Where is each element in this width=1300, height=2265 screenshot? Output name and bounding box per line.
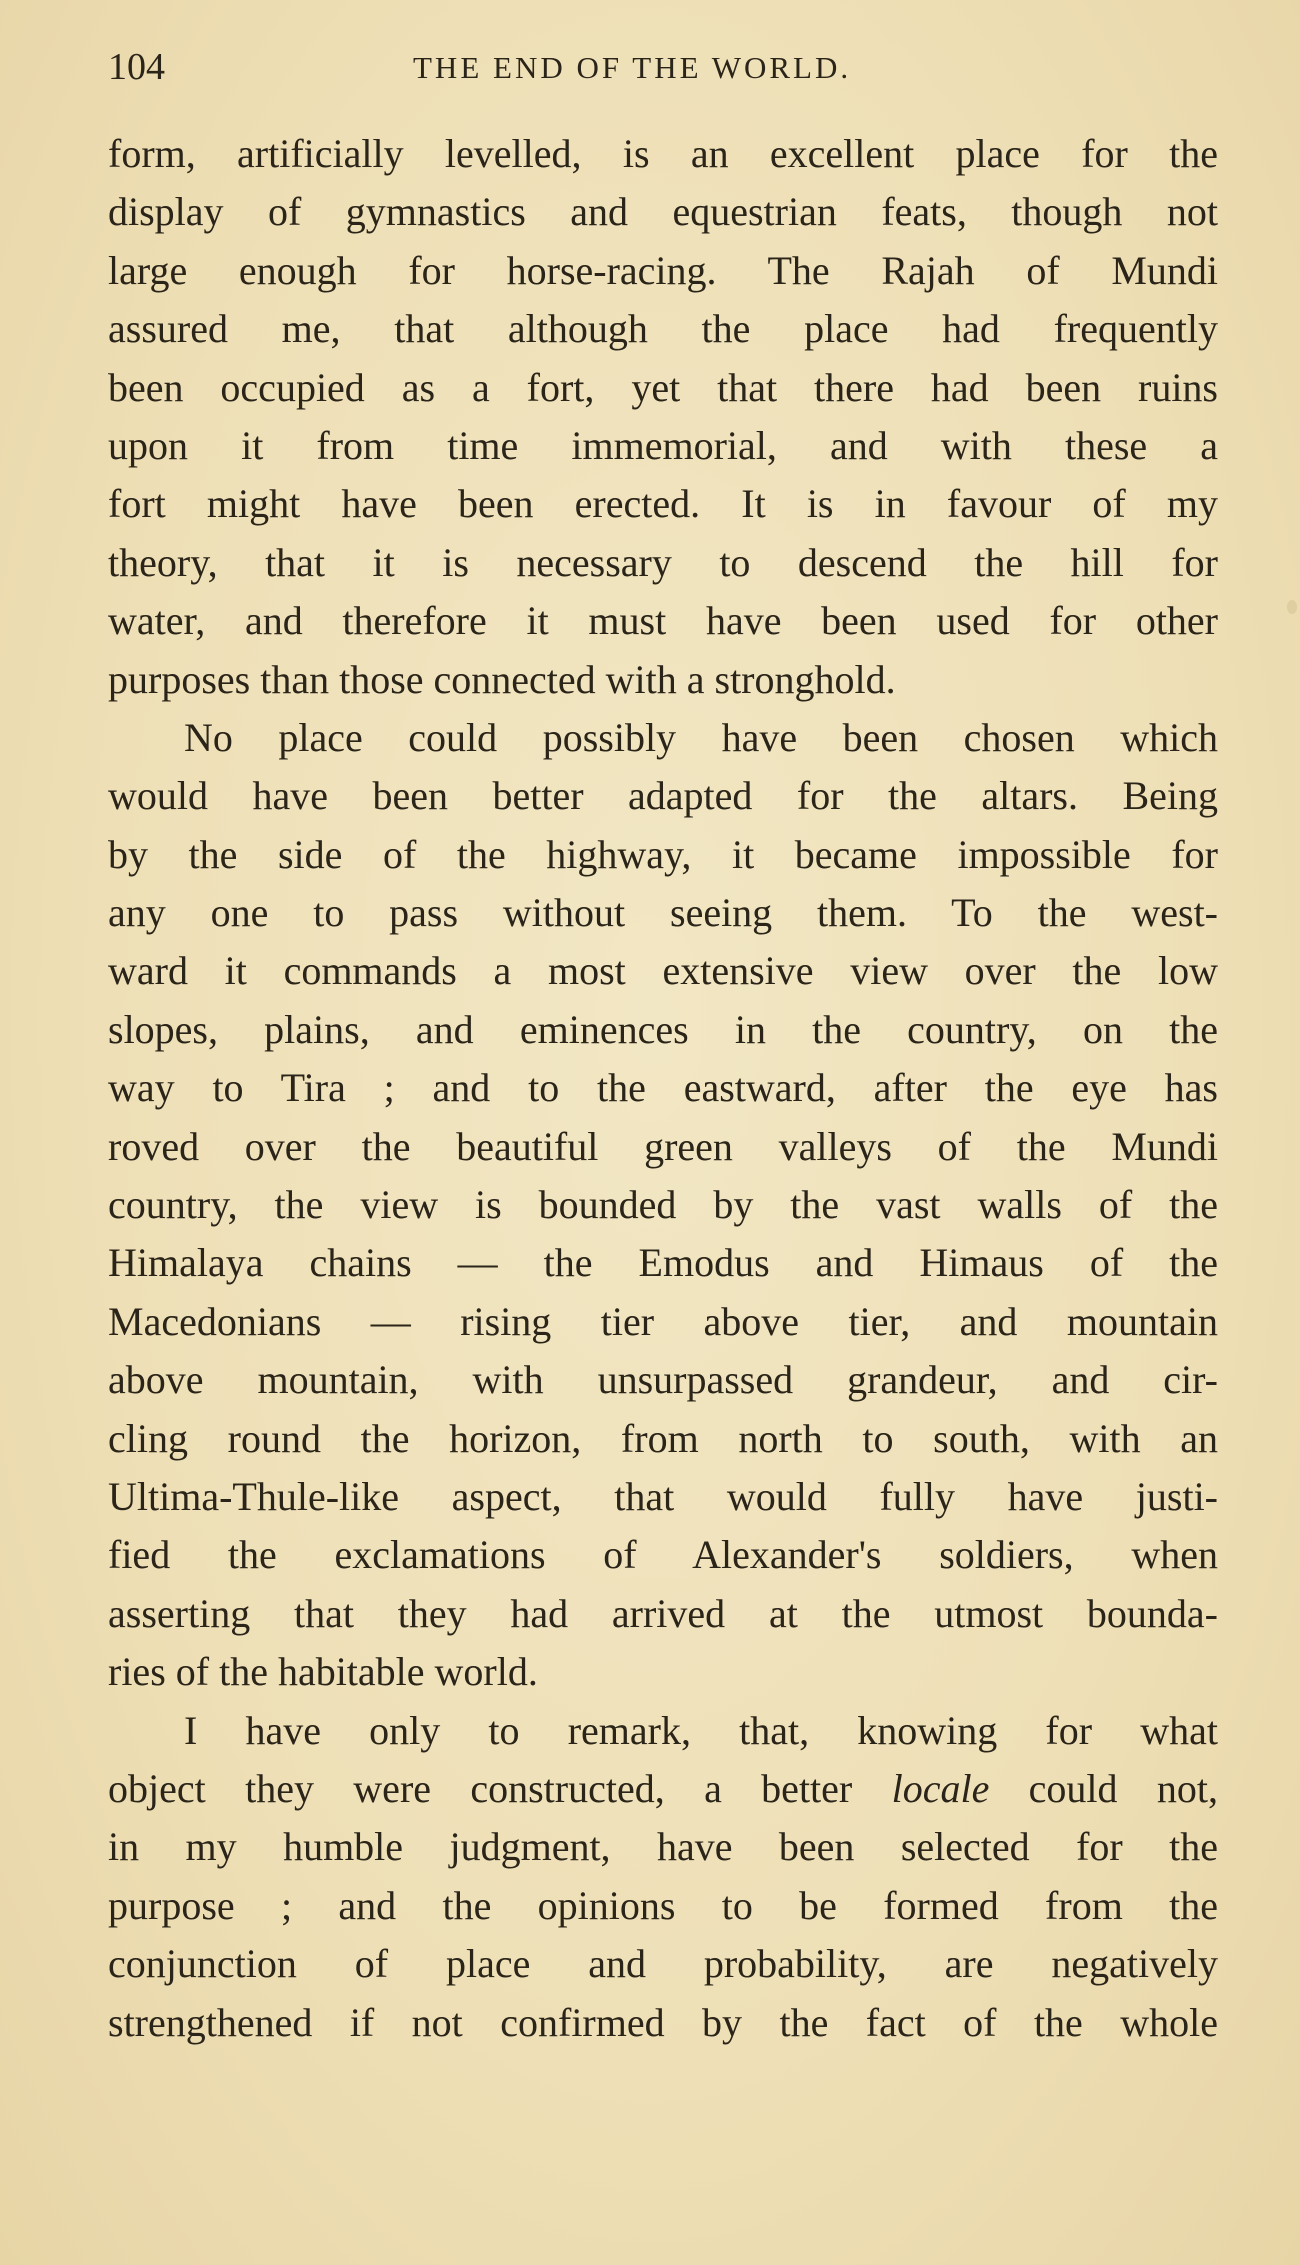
page-number: 104: [108, 46, 165, 88]
text-line: Ultima-Thule-like aspect, that would fully have justi-: [108, 1473, 1218, 1519]
text-line: roved over the beautiful green valleys of the Mundi: [108, 1123, 1218, 1169]
text-line: by the side of the highway, it became impossible for: [108, 831, 1218, 877]
text-segment: could not,: [989, 1765, 1218, 1811]
text-line: assured me, that although the place had frequently: [108, 306, 1218, 352]
text-line: theory, that it is necessary to descend the hill for: [108, 539, 1218, 585]
running-title: THE END OF THE WORLD.: [413, 50, 852, 85]
paper-speck: [1287, 600, 1297, 614]
text-line: way to Tira ; and to the eastward, after the eye has: [108, 1065, 1218, 1111]
text-line: form, artificially levelled, is an excellent place for the: [108, 131, 1218, 176]
text-line: ward it commands a most extensive view over the low: [108, 948, 1218, 994]
text-line: I have only to remark, that, knowing for what: [184, 1707, 1218, 1753]
text-line: would have been better adapted for the altars. Being: [108, 773, 1218, 819]
text-line: been occupied as a fort, yet that there had been ruins: [108, 364, 1218, 410]
text-segment: object they were constructed, a better: [108, 1765, 892, 1811]
text-line: country, the view is bounded by the vast walls of the: [108, 1182, 1218, 1228]
text-line: any one to pass without seeing them. To the west-: [108, 890, 1218, 936]
text-line: display of gymnastics and equestrian feats, though not: [108, 189, 1218, 235]
text-line: ries of the habitable world.: [108, 1649, 538, 1695]
text-line: purpose ; and the opinions to be formed from the: [108, 1882, 1218, 1928]
text-line: fort might have been erected. It is in favour of my: [108, 481, 1218, 527]
text-line: upon it from time immemorial, and with these a: [108, 422, 1218, 468]
text-line: Himalaya chains — the Emodus and Himaus of the: [108, 1240, 1218, 1286]
text-line: water, and therefore it must have been used for other: [108, 598, 1218, 644]
text-line: Macedonians — rising tier above tier, and mountain: [108, 1298, 1218, 1344]
text-line: large enough for horse-racing. The Rajah of Mundi: [108, 247, 1218, 293]
text-line: No place could possibly have been chosen which: [184, 714, 1218, 760]
running-head: [108, 44, 1218, 90]
text-line: fied the exclamations of Alexander's soldiers, when: [108, 1532, 1218, 1578]
text-line: slopes, plains, and eminences in the country, on the: [108, 1006, 1218, 1052]
text-line-with-italic: [108, 1760, 1218, 1818]
text-line: conjunction of place and probability, are negatively: [108, 1941, 1218, 1987]
text-line: asserting that they had arrived at the utmost bounda-: [108, 1590, 1218, 1636]
text-line: purposes than those connected with a stronghold.: [108, 656, 896, 702]
text-line: in my humble judgment, have been selected for the: [108, 1824, 1218, 1870]
text-line: above mountain, with unsurpassed grandeur, and cir-: [108, 1357, 1218, 1403]
italic-word: locale: [891, 1765, 990, 1811]
text-line: strengthened if not confirmed by the fact of the whole: [108, 1999, 1218, 2045]
body-text: [108, 125, 1218, 2052]
text-line: cling round the horizon, from north to south, with an: [108, 1415, 1218, 1461]
